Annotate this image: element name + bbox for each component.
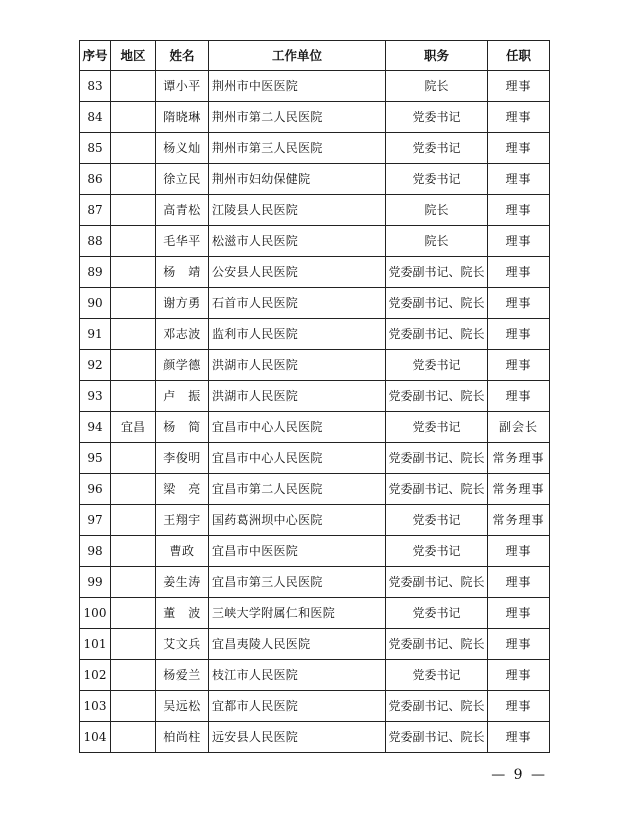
cell-duty: 党委书记 xyxy=(386,350,488,381)
cell-post: 理事 xyxy=(488,71,550,102)
header-unit: 工作单位 xyxy=(209,41,386,71)
cell-region xyxy=(111,102,156,133)
cell-region xyxy=(111,257,156,288)
cell-unit: 三峡大学附属仁和医院 xyxy=(209,598,386,629)
cell-region xyxy=(111,71,156,102)
cell-duty: 党委书记 xyxy=(386,133,488,164)
cell-unit: 江陵县人民医院 xyxy=(209,195,386,226)
cell-duty: 党委书记 xyxy=(386,164,488,195)
cell-duty: 党委副书记、院长 xyxy=(386,288,488,319)
cell-duty: 院长 xyxy=(386,71,488,102)
cell-num: 102 xyxy=(80,660,111,691)
cell-num: 90 xyxy=(80,288,111,319)
cell-post: 常务理事 xyxy=(488,443,550,474)
cell-unit: 宜都市人民医院 xyxy=(209,691,386,722)
cell-name: 隋晓琳 xyxy=(156,102,209,133)
cell-num: 103 xyxy=(80,691,111,722)
table-row xyxy=(80,691,550,722)
table-row xyxy=(80,381,550,412)
cell-duty: 党委副书记、院长 xyxy=(386,691,488,722)
cell-region xyxy=(111,691,156,722)
cell-duty: 党委书记 xyxy=(386,536,488,567)
cell-region xyxy=(111,319,156,350)
cell-region xyxy=(111,288,156,319)
cell-name: 谭小平 xyxy=(156,71,209,102)
cell-region xyxy=(111,381,156,412)
cell-name: 董 波 xyxy=(156,598,209,629)
cell-duty: 院长 xyxy=(386,226,488,257)
cell-name: 杨 靖 xyxy=(156,257,209,288)
cell-post: 理事 xyxy=(488,164,550,195)
cell-region xyxy=(111,505,156,536)
cell-post: 理事 xyxy=(488,536,550,567)
cell-unit: 洪湖市人民医院 xyxy=(209,381,386,412)
cell-duty: 党委书记 xyxy=(386,505,488,536)
member-roster-table xyxy=(79,40,550,753)
cell-num: 85 xyxy=(80,133,111,164)
cell-post: 理事 xyxy=(488,722,550,753)
table-row xyxy=(80,133,550,164)
cell-region xyxy=(111,536,156,567)
cell-post: 理事 xyxy=(488,133,550,164)
cell-num: 86 xyxy=(80,164,111,195)
cell-region xyxy=(111,164,156,195)
cell-unit: 宜昌市中心人民医院 xyxy=(209,443,386,474)
cell-post: 理事 xyxy=(488,691,550,722)
cell-post: 理事 xyxy=(488,288,550,319)
header-region: 地区 xyxy=(111,41,156,71)
table-row xyxy=(80,195,550,226)
table-body xyxy=(80,71,550,753)
cell-num: 95 xyxy=(80,443,111,474)
cell-duty: 党委副书记、院长 xyxy=(386,381,488,412)
cell-unit: 公安县人民医院 xyxy=(209,257,386,288)
page-number: — 9 — xyxy=(491,767,547,783)
table-row xyxy=(80,319,550,350)
table-row xyxy=(80,257,550,288)
cell-unit: 国药葛洲坝中心医院 xyxy=(209,505,386,536)
cell-post: 副会长 xyxy=(488,412,550,443)
cell-region xyxy=(111,660,156,691)
cell-name: 卢 振 xyxy=(156,381,209,412)
cell-num: 99 xyxy=(80,567,111,598)
cell-num: 83 xyxy=(80,71,111,102)
table-row xyxy=(80,164,550,195)
cell-duty: 党委书记 xyxy=(386,102,488,133)
cell-num: 101 xyxy=(80,629,111,660)
cell-post: 理事 xyxy=(488,226,550,257)
cell-duty: 党委副书记、院长 xyxy=(386,474,488,505)
cell-region xyxy=(111,567,156,598)
cell-post: 理事 xyxy=(488,381,550,412)
cell-num: 97 xyxy=(80,505,111,536)
cell-unit: 洪湖市人民医院 xyxy=(209,350,386,381)
table-row xyxy=(80,660,550,691)
cell-num: 87 xyxy=(80,195,111,226)
cell-name: 柏尚柱 xyxy=(156,722,209,753)
cell-post: 常务理事 xyxy=(488,474,550,505)
cell-duty: 党委副书记、院长 xyxy=(386,722,488,753)
cell-region: 宜昌 xyxy=(111,412,156,443)
cell-post: 理事 xyxy=(488,598,550,629)
header-name: 姓名 xyxy=(156,41,209,71)
cell-region xyxy=(111,133,156,164)
table-row xyxy=(80,71,550,102)
cell-num: 91 xyxy=(80,319,111,350)
cell-unit: 宜昌市中心人民医院 xyxy=(209,412,386,443)
cell-post: 常务理事 xyxy=(488,505,550,536)
cell-post: 理事 xyxy=(488,660,550,691)
cell-unit: 荆州市中医医院 xyxy=(209,71,386,102)
cell-duty: 党委副书记、院长 xyxy=(386,567,488,598)
cell-num: 84 xyxy=(80,102,111,133)
table-row xyxy=(80,474,550,505)
cell-duty: 党委书记 xyxy=(386,598,488,629)
table-header-row xyxy=(80,41,550,71)
cell-num: 100 xyxy=(80,598,111,629)
cell-duty: 院长 xyxy=(386,195,488,226)
table-row xyxy=(80,350,550,381)
cell-num: 98 xyxy=(80,536,111,567)
cell-name: 徐立民 xyxy=(156,164,209,195)
table-row xyxy=(80,412,550,443)
document-sheet xyxy=(79,40,549,753)
cell-name: 高青松 xyxy=(156,195,209,226)
cell-name: 李俊明 xyxy=(156,443,209,474)
cell-unit: 监利市人民医院 xyxy=(209,319,386,350)
cell-name: 吴远松 xyxy=(156,691,209,722)
table-row xyxy=(80,722,550,753)
cell-duty: 党委书记 xyxy=(386,412,488,443)
cell-name: 王翔宇 xyxy=(156,505,209,536)
cell-unit: 枝江市人民医院 xyxy=(209,660,386,691)
header-duty: 职务 xyxy=(386,41,488,71)
cell-name: 邓志波 xyxy=(156,319,209,350)
cell-name: 谢方勇 xyxy=(156,288,209,319)
cell-num: 96 xyxy=(80,474,111,505)
cell-region xyxy=(111,226,156,257)
cell-post: 理事 xyxy=(488,319,550,350)
table-row xyxy=(80,567,550,598)
cell-name: 杨义灿 xyxy=(156,133,209,164)
cell-duty: 党委副书记、院长 xyxy=(386,629,488,660)
table-row xyxy=(80,629,550,660)
cell-duty: 党委书记 xyxy=(386,660,488,691)
cell-num: 94 xyxy=(80,412,111,443)
cell-num: 104 xyxy=(80,722,111,753)
cell-unit: 松滋市人民医院 xyxy=(209,226,386,257)
cell-duty: 党委副书记、院长 xyxy=(386,257,488,288)
cell-name: 颜学德 xyxy=(156,350,209,381)
cell-num: 89 xyxy=(80,257,111,288)
cell-unit: 石首市人民医院 xyxy=(209,288,386,319)
cell-name: 杨 简 xyxy=(156,412,209,443)
cell-name: 艾文兵 xyxy=(156,629,209,660)
table-row xyxy=(80,288,550,319)
cell-post: 理事 xyxy=(488,350,550,381)
cell-unit: 宜昌市第二人民医院 xyxy=(209,474,386,505)
cell-unit: 宜昌市第三人民医院 xyxy=(209,567,386,598)
cell-unit: 远安县人民医院 xyxy=(209,722,386,753)
cell-region xyxy=(111,722,156,753)
cell-name: 曹政 xyxy=(156,536,209,567)
cell-post: 理事 xyxy=(488,102,550,133)
header-post: 任职 xyxy=(488,41,550,71)
cell-region xyxy=(111,443,156,474)
cell-unit: 荆州市第二人民医院 xyxy=(209,102,386,133)
table-row xyxy=(80,536,550,567)
cell-region xyxy=(111,629,156,660)
table-row xyxy=(80,505,550,536)
cell-num: 92 xyxy=(80,350,111,381)
cell-post: 理事 xyxy=(488,629,550,660)
cell-duty: 党委副书记、院长 xyxy=(386,443,488,474)
table-row xyxy=(80,102,550,133)
cell-region xyxy=(111,195,156,226)
table-row xyxy=(80,443,550,474)
cell-name: 姜生涛 xyxy=(156,567,209,598)
cell-post: 理事 xyxy=(488,567,550,598)
table-row xyxy=(80,226,550,257)
cell-unit: 荆州市第三人民医院 xyxy=(209,133,386,164)
cell-name: 杨爱兰 xyxy=(156,660,209,691)
cell-region xyxy=(111,350,156,381)
cell-region xyxy=(111,598,156,629)
cell-unit: 荆州市妇幼保健院 xyxy=(209,164,386,195)
header-num: 序号 xyxy=(80,41,111,71)
cell-unit: 宜昌夷陵人民医院 xyxy=(209,629,386,660)
cell-duty: 党委副书记、院长 xyxy=(386,319,488,350)
cell-unit: 宜昌市中医医院 xyxy=(209,536,386,567)
cell-name: 毛华平 xyxy=(156,226,209,257)
table-row xyxy=(80,598,550,629)
cell-region xyxy=(111,474,156,505)
cell-post: 理事 xyxy=(488,257,550,288)
cell-num: 93 xyxy=(80,381,111,412)
cell-name: 梁 亮 xyxy=(156,474,209,505)
cell-post: 理事 xyxy=(488,195,550,226)
cell-num: 88 xyxy=(80,226,111,257)
